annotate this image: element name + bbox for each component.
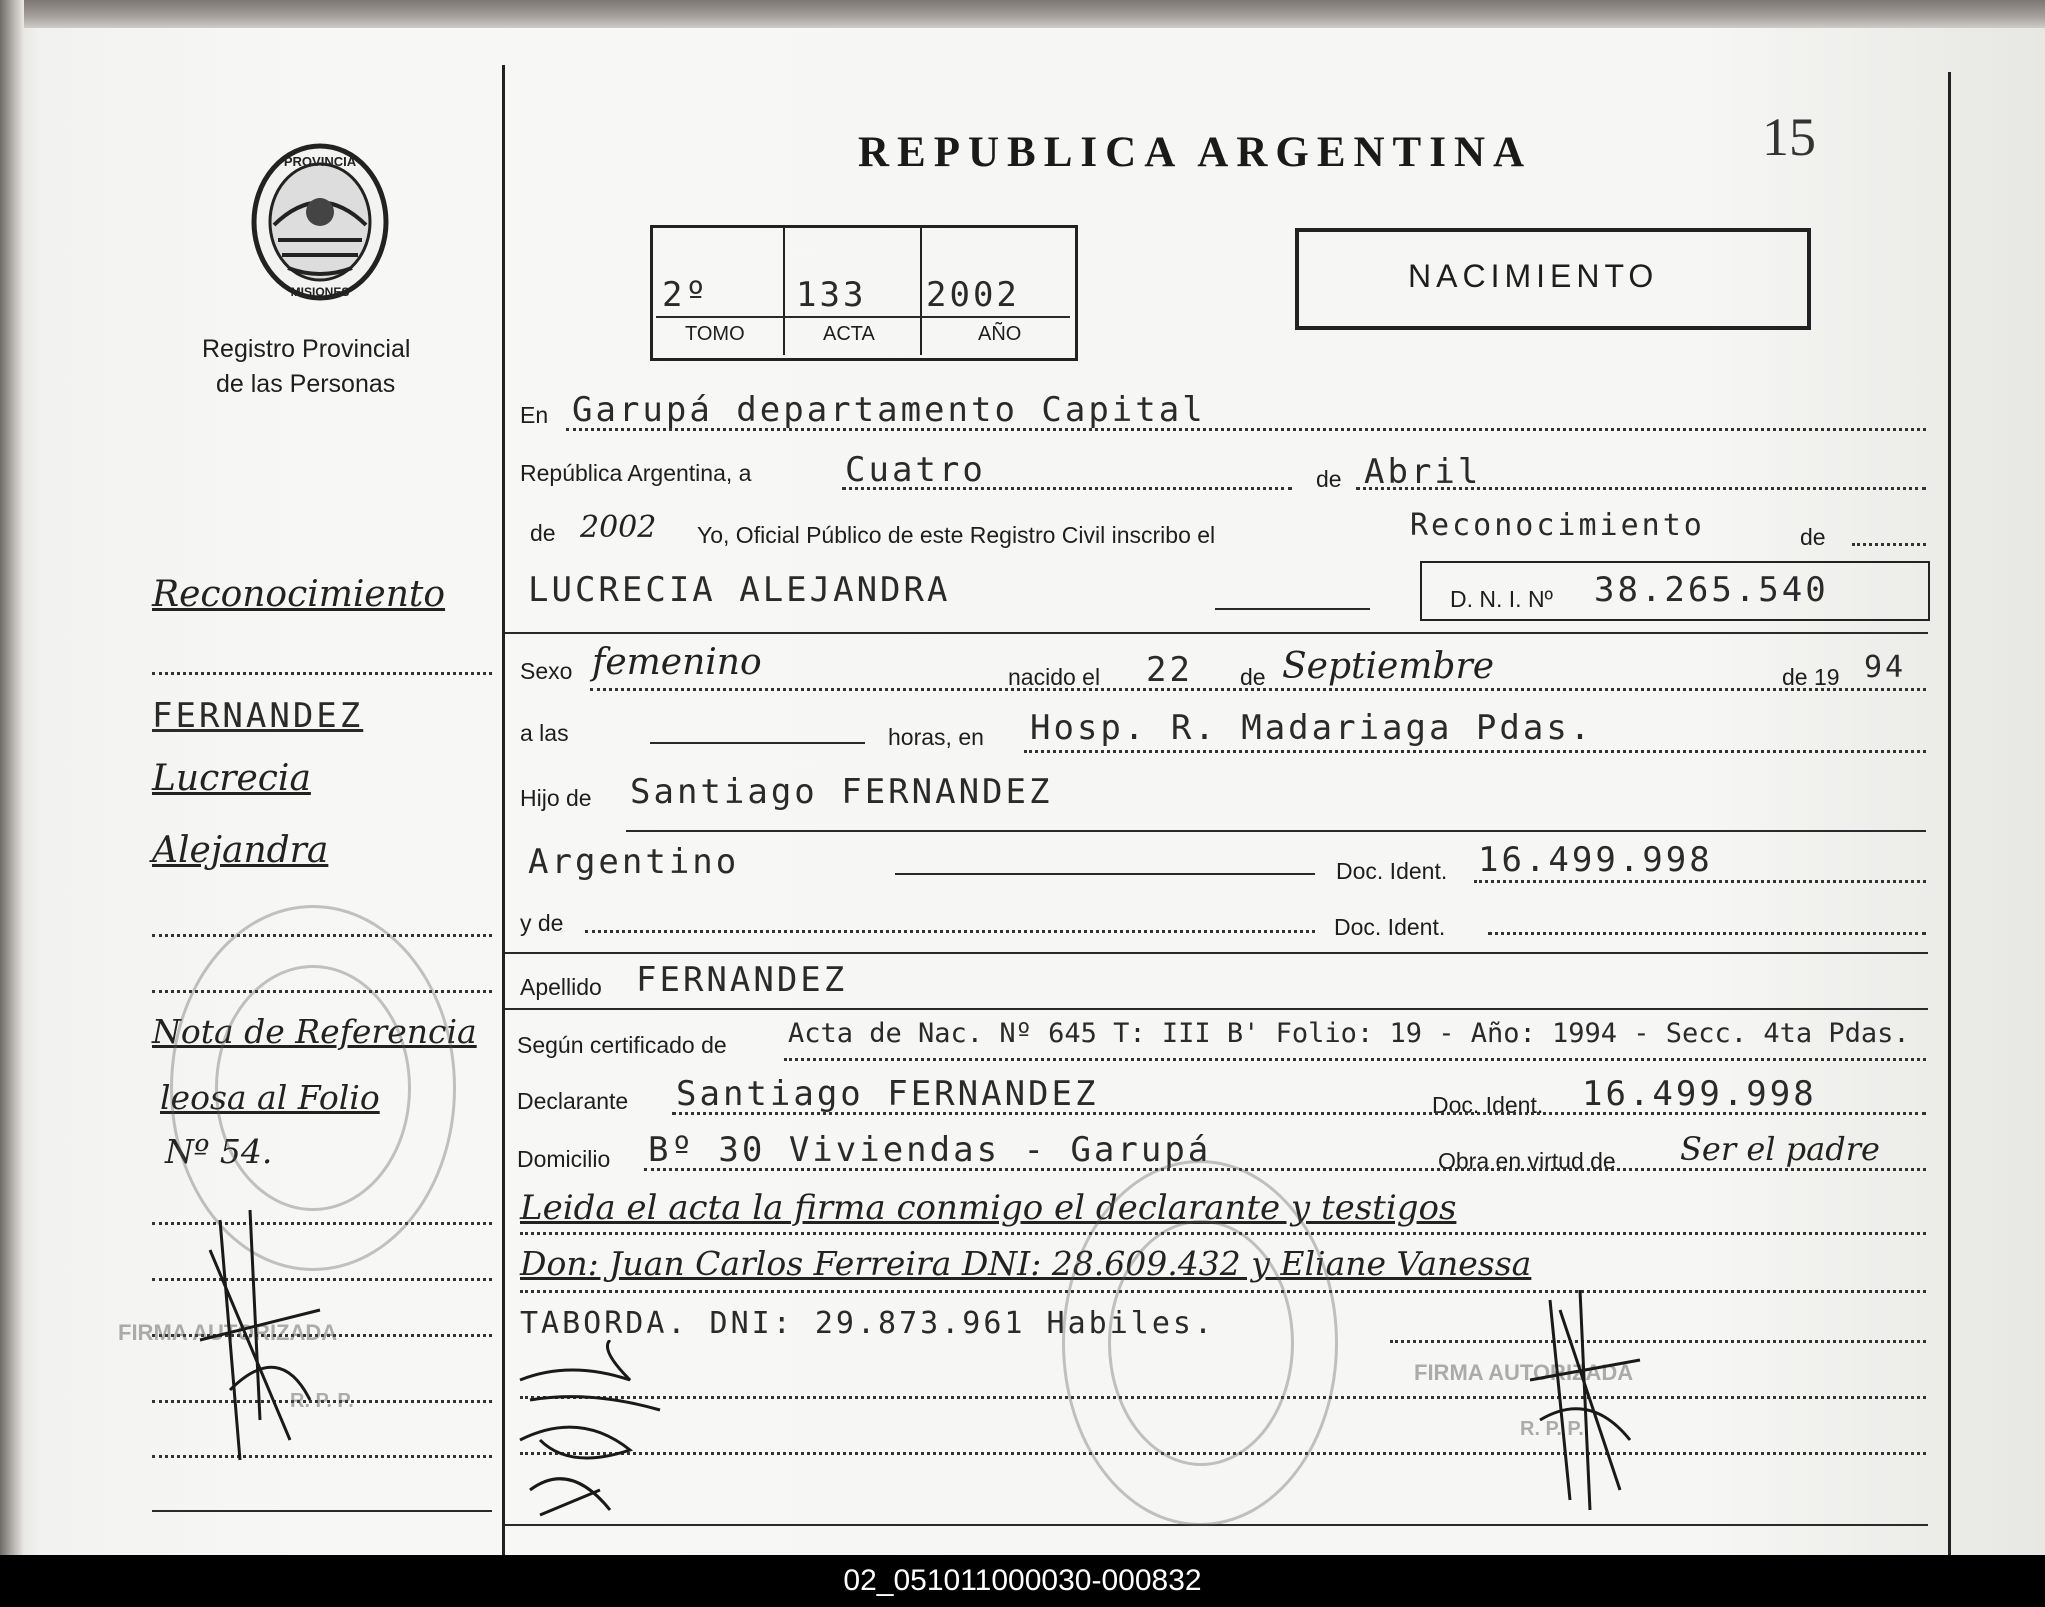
tomo-value: 2º — [662, 275, 709, 315]
surname-label: Apellido — [520, 974, 602, 1000]
province-seal-icon — [248, 140, 393, 305]
margin-note: Nº 54. — [165, 1132, 273, 1171]
record-box-divider — [920, 228, 922, 355]
certificate-label: Según certificado de — [517, 1032, 727, 1058]
sex-value: femenino — [592, 642, 762, 683]
reason-label: Obra en virtud de — [1438, 1148, 1616, 1174]
rule-suffix — [1852, 543, 1926, 546]
born-month-prefix: de — [1240, 664, 1266, 690]
act-text-line2: Don: Juan Carlos Ferreira DNI: 28.609.432 y Eliane Vanessa — [520, 1244, 1532, 1283]
rule-place — [1024, 750, 1926, 753]
rule-declarant — [672, 1112, 1926, 1115]
book-binding-left — [0, 0, 24, 1555]
registration-type-value: Reconocimiento — [1410, 508, 1705, 543]
margin-annotation: Reconocimiento — [152, 574, 446, 615]
country-title: REPUBLICA ARGENTINA — [858, 129, 1533, 176]
anio-label: AÑO — [978, 323, 1022, 345]
declarant-doc-label: Doc. Ident. — [1432, 1092, 1544, 1118]
rule-en — [566, 428, 1926, 431]
rule-mother — [585, 930, 1315, 933]
reason-value: Ser el padre — [1680, 1130, 1880, 1168]
en-label: En — [520, 402, 549, 428]
mother-doc-label: Doc. Ident. — [1334, 914, 1446, 940]
address-label: Domicilio — [517, 1146, 611, 1172]
anio-value: 2002 — [926, 275, 1020, 315]
month-prefix: de — [1316, 466, 1342, 492]
signature-stamp-text: R. P. P. — [290, 1390, 354, 1412]
rule-month — [1356, 487, 1926, 490]
rule-section — [505, 952, 1928, 954]
record-box-divider — [783, 228, 785, 355]
rule-day — [842, 487, 1292, 490]
rule-father-doc — [1474, 880, 1926, 883]
father-nationality-value: Argentino — [528, 842, 740, 882]
margin-note: Nota de Referencia — [152, 1012, 477, 1051]
official-statement: Yo, Oficial Público de este Registro Civil inscribo el — [697, 522, 1216, 548]
born-month-value: Septiembre — [1282, 646, 1494, 687]
month-value: Abril — [1364, 452, 1482, 492]
born-label: nacido el — [1008, 664, 1101, 690]
place-born-label: horas, en — [888, 724, 984, 750]
father-doc-value: 16.499.998 — [1478, 840, 1713, 880]
place-born-value: Hosp. R. Madariaga Pdas. — [1030, 708, 1594, 748]
declarant-doc-value: 16.499.998 — [1582, 1074, 1817, 1114]
margin-signature-icon — [180, 1190, 340, 1490]
act-text-line1: Leida el acta la firma conmigo el declarante y testigos — [520, 1188, 1457, 1228]
margin-note: leosa al Folio — [160, 1078, 380, 1117]
day-value: Cuatro — [845, 450, 986, 490]
born-day-value: 22 — [1146, 650, 1193, 690]
dni-value: 38.265.540 — [1594, 570, 1829, 610]
record-type: NACIMIENTO — [1408, 258, 1659, 294]
margin-middle-name: Alejandra — [152, 830, 329, 871]
rule-nationality — [895, 873, 1315, 875]
declarant-name-value: Santiago FERNANDEZ — [676, 1074, 1099, 1114]
signature-stamp-text: FIRMA AUTORIZADA — [118, 1320, 338, 1345]
rule-section — [505, 632, 1928, 634]
seal-bottom-text: MISIONES — [290, 285, 350, 299]
book-binding-top — [0, 0, 2045, 28]
margin-rule — [152, 672, 492, 675]
registry-name-line1: Registro Provincial — [202, 335, 411, 363]
column-divider — [502, 65, 505, 1555]
born-year-label: de 19 — [1782, 664, 1840, 690]
margin-first-name: Lucrecia — [152, 758, 311, 799]
child-name-value: LUCRECIA ALEJANDRA — [528, 570, 951, 610]
year-value: 2002 — [580, 510, 657, 545]
rule-surname — [505, 1008, 1928, 1010]
page-number: 15 — [1762, 107, 1816, 167]
republica-label: República Argentina, a — [520, 460, 752, 486]
signature-stamp-text: R. P. P. — [1520, 1418, 1584, 1440]
father-name-value: Santiago FERNANDEZ — [630, 772, 1053, 812]
rule-time-solid — [650, 742, 865, 744]
address-value: Bº 30 Viviendas - Garupá — [648, 1130, 1212, 1170]
sex-label: Sexo — [520, 658, 573, 684]
margin-surname: FERNANDEZ — [152, 696, 364, 736]
dni-label: D. N. I. Nº — [1450, 586, 1553, 612]
surname-value: FERNANDEZ — [636, 960, 848, 1000]
official-signature-icon — [1510, 1290, 1660, 1520]
signature-stamp-text: FIRMA AUTORIZADA — [1414, 1360, 1634, 1385]
rule-name — [1215, 608, 1370, 610]
time-label: a las — [520, 720, 569, 746]
registry-stamp-body-inner — [1108, 1220, 1294, 1466]
rule-certificate — [784, 1058, 1926, 1061]
mother-label: y de — [520, 910, 564, 936]
registry-stamp-inner — [215, 965, 411, 1211]
seal-top-text: PROVINCIA — [283, 154, 357, 169]
rule-father — [626, 830, 1926, 832]
certificate-value: Acta de Nac. Nº 645 T: III B' Folio: 19 - Año: 1994 - Secc. 4ta Pdas. — [788, 1018, 1910, 1049]
witness-signatures-icon — [510, 1340, 740, 1540]
born-year-value: 94 — [1864, 650, 1907, 685]
year-prefix: de — [530, 520, 556, 546]
father-doc-label: Doc. Ident. — [1336, 858, 1448, 884]
act-text-line3: TABORDA. DNI: 29.873.961 Habiles. — [520, 1306, 1216, 1341]
place-value: Garupá departamento Capital — [572, 390, 1206, 430]
registry-name-line2: de las Personas — [216, 370, 396, 398]
declarant-label: Declarante — [517, 1088, 629, 1114]
registration-suffix: de — [1800, 524, 1826, 550]
acta-value: 133 — [796, 275, 867, 315]
tomo-label: TOMO — [685, 323, 745, 345]
rule-born — [590, 688, 1926, 691]
record-box-baseline — [656, 316, 1070, 318]
rule-mother-doc — [1488, 932, 1926, 935]
right-border — [1948, 72, 1951, 1555]
rule-address — [644, 1168, 1926, 1171]
father-label: Hijo de — [520, 785, 592, 811]
margin-rule-solid — [152, 1510, 492, 1512]
image-caption: 02_051011000030-000832 — [0, 1555, 2045, 1607]
acta-label: ACTA — [823, 323, 875, 345]
